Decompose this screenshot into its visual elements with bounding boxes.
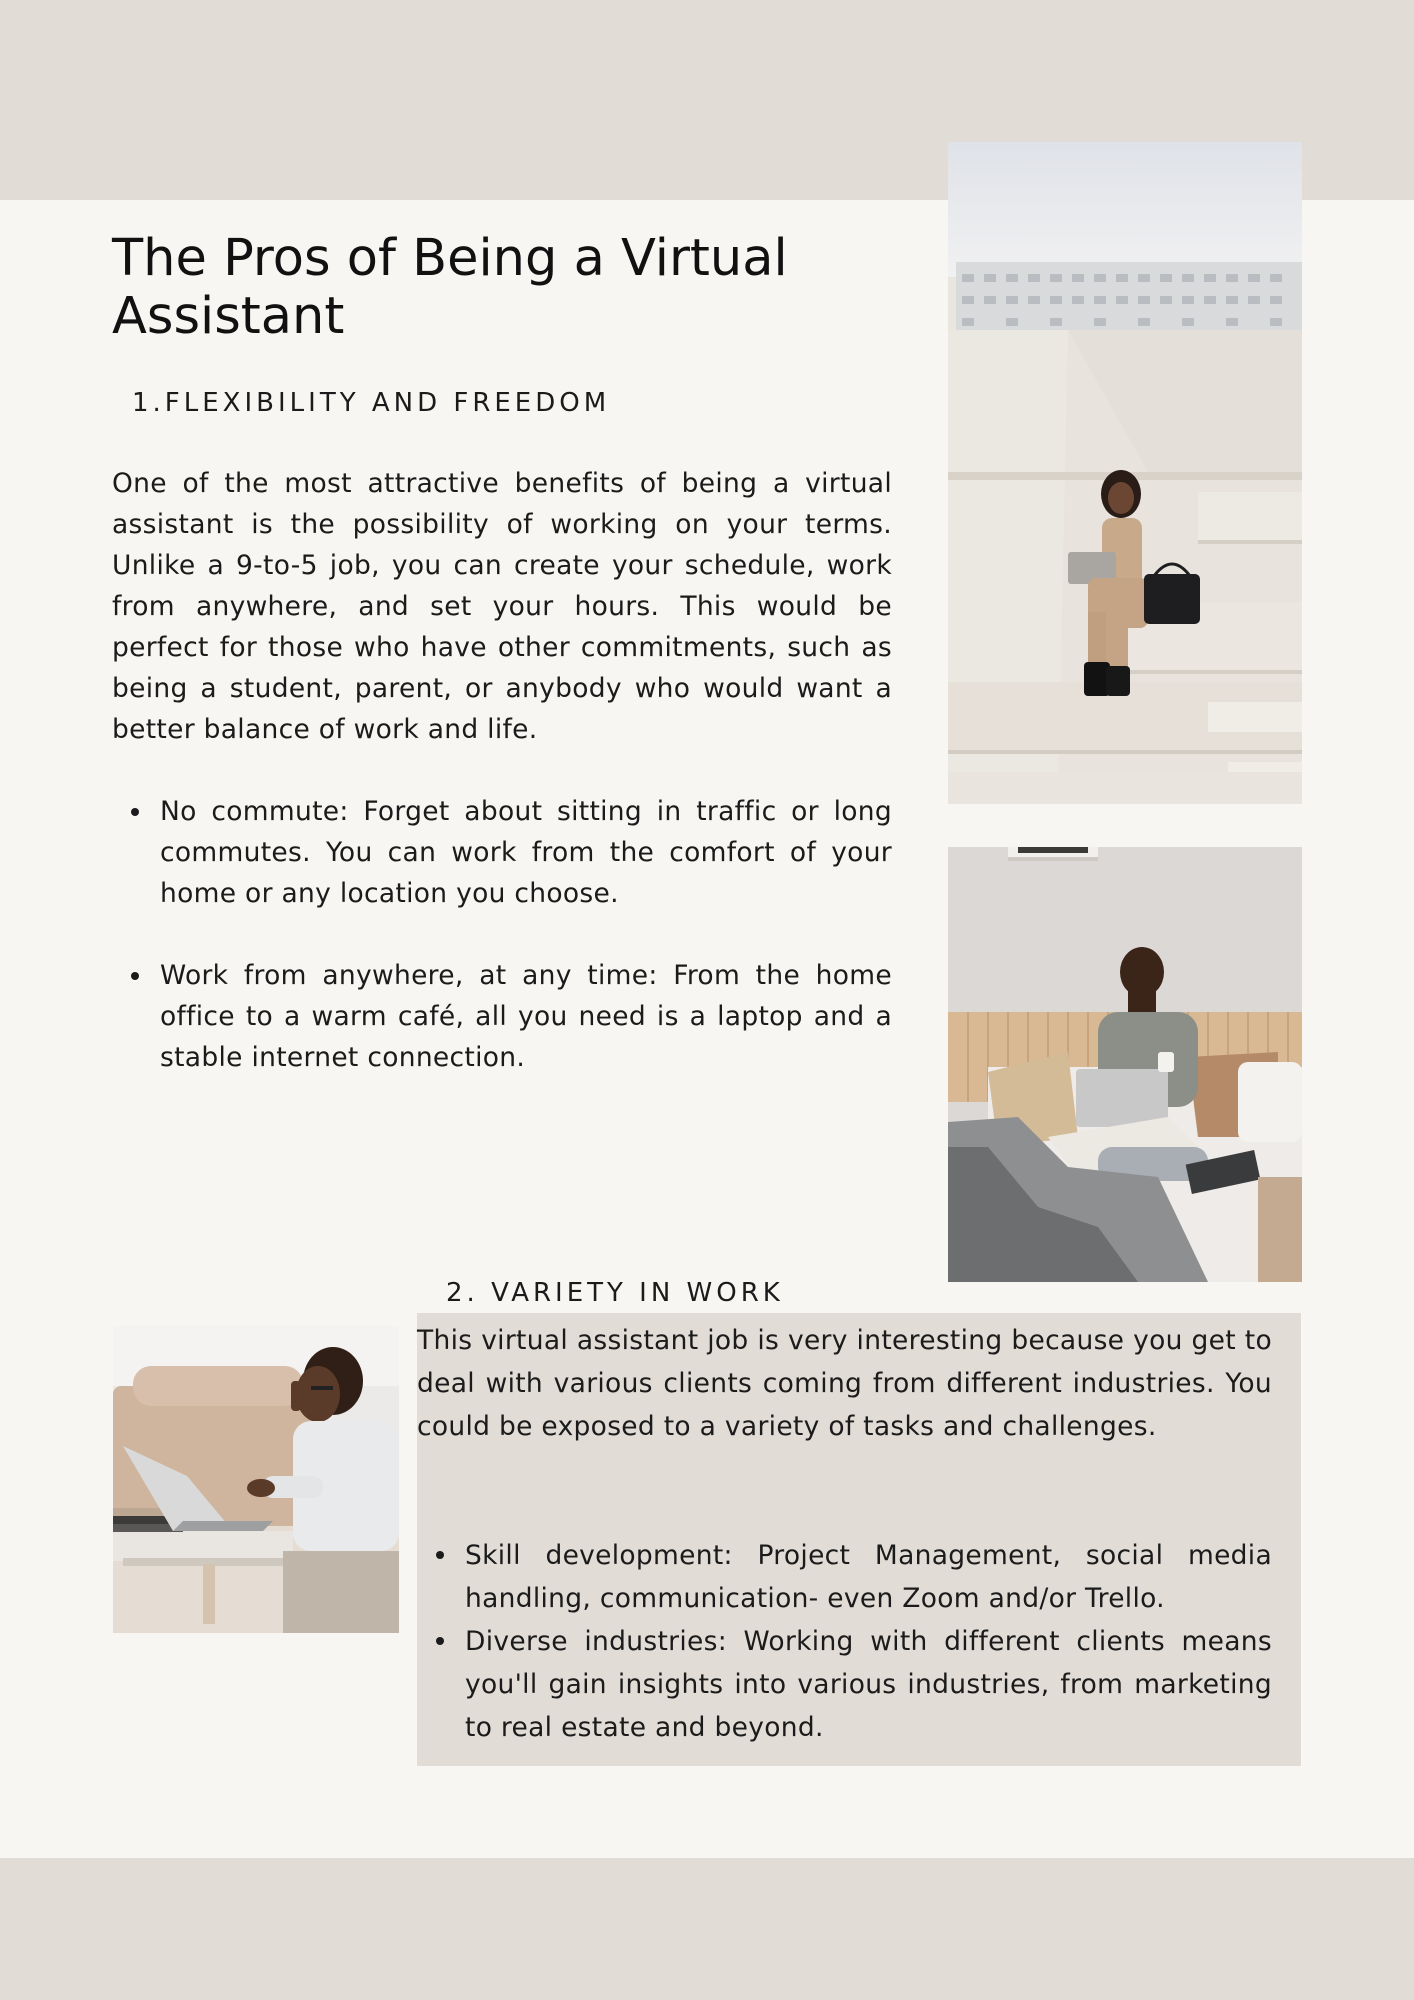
list-item: Work from anywhere, at any time: From the home office to a warm café, all you need is a laptop and a stable internet connection.: [112, 955, 892, 1078]
section1-paragraph: One of the most attractive benefits of being a virtual assistant is the possibility of working on your terms. Unlike a 9-to-5 job, you can create your schedule, work from anywhere, and set your hours. This would be perfect for those who have other commitments, such as being a student, parent, or anybody who would want a better balance of work and life.: [112, 468, 892, 745]
list-item: Diverse industries: Working with different clients means you'll gain insights into various industries, from marketing to real estate and beyond.: [417, 1620, 1272, 1749]
section1-heading: 1.FLEXIBILITY AND FREEDOM: [132, 388, 611, 418]
bottom-band: [0, 1858, 1414, 2000]
section2-paragraph: This virtual assistant job is very interesting because you get to deal with various clients coming from different industries. You could be exposed to a variety of tasks and challenges.: [417, 1325, 1272, 1442]
section2-heading: 2. VARIETY IN WORK: [446, 1278, 784, 1308]
section1-bullet-list: [112, 791, 892, 1078]
list-item: Skill development: Project Management, social media handling, communication- even Zoom and/or Trello.: [417, 1534, 1272, 1620]
photo-man-on-phone: [113, 1326, 399, 1633]
section2-bullet-list: [417, 1534, 1272, 1749]
photo-woman-on-steps: [948, 142, 1302, 804]
photo-man-on-bed: [948, 847, 1302, 1282]
list-item: No commute: Forget about sitting in traffic or long commutes. You can work from the comfort of your home or any location you choose.: [112, 791, 892, 914]
page-title: The Pros of Being a Virtual Assistant: [112, 229, 788, 346]
